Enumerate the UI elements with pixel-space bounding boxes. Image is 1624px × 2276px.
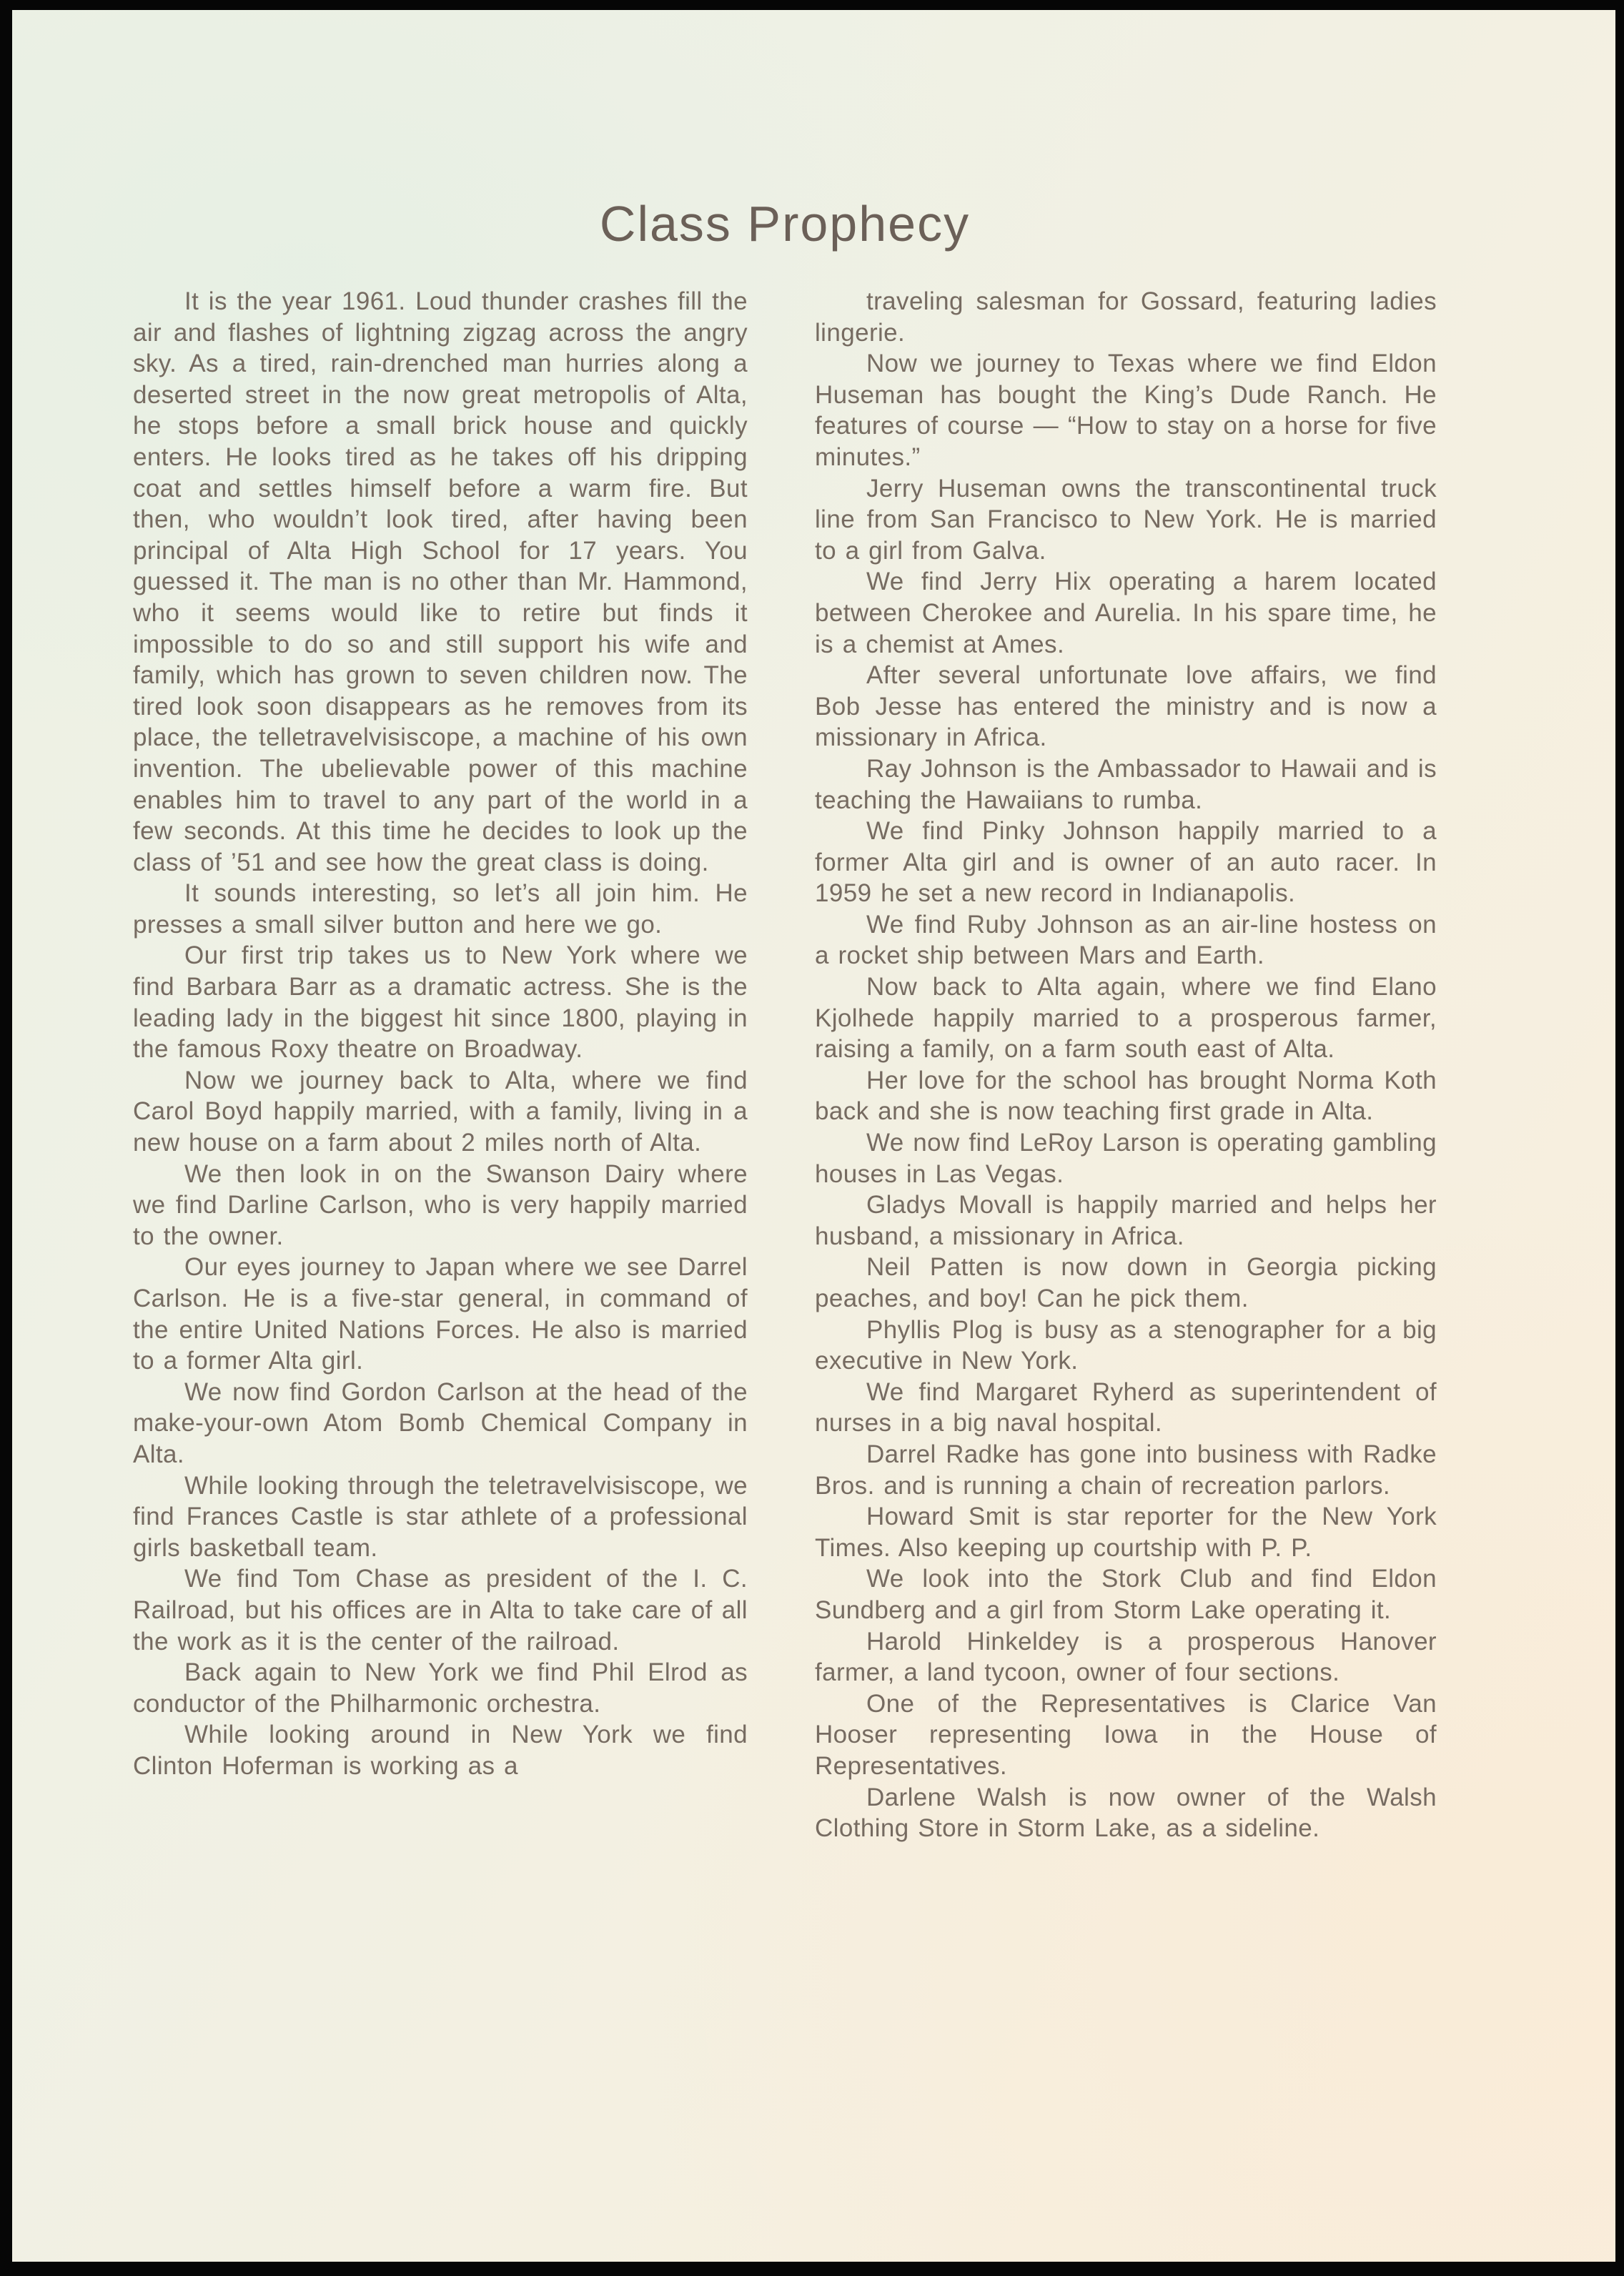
paragraph: We then look in on the Swanson Dairy where we find Darline Carlson, who is very happily married to the owner. [133, 1159, 748, 1250]
page-content [133, 196, 1437, 1844]
paragraph: Our first trip takes us to New York where we find Barbara Barr as a dramatic actress. She is the leading lady in the biggest hit since 1800, playing in the famous Roxy theatre on Broadway. [133, 941, 748, 1064]
paragraph: Gladys Movall is happily married and helps her husband, a missionary in Africa. [815, 1191, 1437, 1250]
paragraph: We find Margaret Ryherd as superintendent of nurses in a big naval hospital. [815, 1377, 1437, 1438]
paragraph: Now we journey to Texas where we find Eldon Huseman has bought the King’s Dude Ranch. He features of course — “How to stay on a horse for five minutes.” [815, 350, 1437, 471]
paragraph: We find Tom Chase as president of the I. C. Railroad, but his offices are in Alta to take care of all the work as it is the center of the railroad. [133, 1565, 748, 1656]
paragraph: We find Jerry Hix operating a harem located between Cherokee and Aurelia. In his spare time, he is a chemist at Ames. [815, 568, 1437, 658]
paragraph: We find Ruby Johnson as an air-line hostess on a rocket ship between Mars and Earth. [815, 910, 1437, 970]
right-column [815, 286, 1437, 1844]
yearbook-page [12, 10, 1615, 2262]
left-column [133, 286, 748, 1782]
paragraph: While looking through the teletravelvisiscope, we find Frances Castle is star athlete of a professional girls basketball team. [133, 1471, 748, 1562]
paragraph: Now we journey back to Alta, where we find Carol Boyd happily married, with a family, living in a new house on a farm about 2 miles north of Alta. [133, 1066, 748, 1157]
paragraph: It sounds interesting, so let’s all join him. He presses a small silver button and here we go. [133, 879, 748, 939]
paragraph: One of the Representatives is Clarice Van Hooser representing Iowa in the House of Representatives. [815, 1689, 1437, 1780]
paragraph: It is the year 1961. Loud thunder crashes fill the air and flashes of lightning zigzag across the angry sky. As a tired, rain-drenched man hurries along a deserted street in the now great metropolis of Alta, he stops before a small brick house and quickly enters. He looks tired as he takes off his dripping coat and settles himself before a warm fire. But then, who wouldn’t look tired, after having been principal of Alta High School for 17 years. You guessed it. The man is no other than Mr. Hammond, who it seems would like to retire but finds it impossible to do so and still support his wife and family, which has grown to seven children now. The tired look soon disappears as he removes from its place, the telletravelvisiscope, a machine of his own invention. The ubelievable power of this machine enables him to travel to any part of the world in a few seconds. At this time he decides to look up the class of ’51 and see how the great class is doing. [133, 287, 748, 876]
paragraph: We look into the Stork Club and find Eldon Sundberg and a girl from Storm Lake operating it. [815, 1565, 1437, 1624]
text-columns [133, 286, 1437, 1844]
paragraph: Our eyes journey to Japan where we see Darrel Carlson. He is a five-star general, in command of the entire United Nations Forces. He also is married to a former Alta girl. [133, 1253, 748, 1375]
paragraph: We now find Gordon Carlson at the head of the make-your-own Atom Bomb Chemical Company in Alta. [133, 1377, 748, 1468]
paragraph: Harold Hinkeldey is a prosperous Hanover farmer, a land tycoon, owner of four sections. [815, 1627, 1437, 1687]
paragraph: Jerry Huseman owns the transcontinental truck line from San Francisco to New York. He is married to a girl from Galva. [815, 474, 1437, 565]
paragraph: traveling salesman for Gossard, featuring ladies lingerie. [815, 287, 1437, 347]
paragraph: Her love for the school has brought Norma Koth back and she is now teaching first grade in Alta. [815, 1066, 1437, 1126]
paragraph: Darrel Radke has gone into business with Radke Bros. and is running a chain of recreation parlors. [815, 1440, 1437, 1500]
paragraph: We find Pinky Johnson happily married to a former Alta girl and is owner of an auto racer. In 1959 he set a new record in Indianapolis. [815, 817, 1437, 908]
paragraph: Back again to New York we find Phil Elrod as conductor of the Philharmonic orchestra. [133, 1658, 748, 1718]
paragraph: Darlene Walsh is now owner of the Walsh Clothing Store in Storm Lake, as a sideline. [815, 1783, 1437, 1843]
paragraph: Ray Johnson is the Ambassador to Hawaii and is teaching the Hawaiians to rumba. [815, 754, 1437, 814]
paragraph: We now find LeRoy Larson is operating gambling houses in Las Vegas. [815, 1129, 1437, 1188]
paragraph: Neil Patten is now down in Georgia picking peaches, and boy! Can he pick them. [815, 1253, 1437, 1312]
paragraph: After several unfortunate love affairs, we find Bob Jesse has entered the ministry and is now a missionary in Africa. [815, 661, 1437, 752]
paragraph: While looking around in New York we find Clinton Hoferman is working as a [133, 1721, 748, 1780]
paragraph: Phyllis Plog is busy as a stenographer for a big executive in New York. [815, 1315, 1437, 1375]
page-title: Class Prophecy [599, 196, 971, 252]
paragraph: Howard Smit is star reporter for the New York Times. Also keeping up courtship with P. P. [815, 1503, 1437, 1562]
paragraph: Now back to Alta again, where we find Elano Kjolhede happily married to a prosperous farmer, raising a family, on a farm south east of Alta. [815, 973, 1437, 1064]
